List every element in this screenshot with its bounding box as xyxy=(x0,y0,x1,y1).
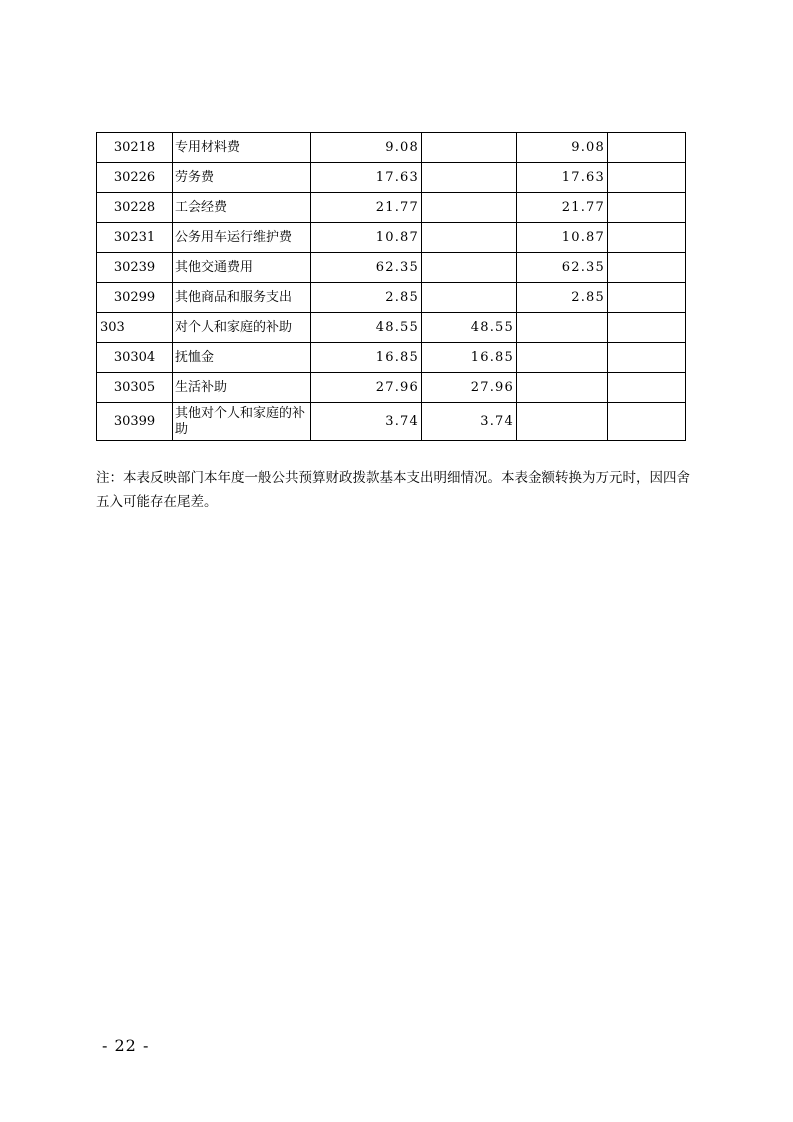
cell-code: 30304 xyxy=(97,343,173,373)
cell-last xyxy=(608,253,686,283)
cell-public: 17.63 xyxy=(517,163,608,193)
cell-personnel: 3.74 xyxy=(422,403,517,441)
cell-name: 生活补助 xyxy=(173,373,311,403)
table-row xyxy=(97,343,686,373)
cell-last xyxy=(608,373,686,403)
cell-total: 62.35 xyxy=(311,253,422,283)
cell-code: 30228 xyxy=(97,193,173,223)
cell-public xyxy=(517,343,608,373)
cell-total: 27.96 xyxy=(311,373,422,403)
table-row xyxy=(97,193,686,223)
cell-public: 62.35 xyxy=(517,253,608,283)
cell-public xyxy=(517,403,608,441)
cell-total: 21.77 xyxy=(311,193,422,223)
cell-personnel xyxy=(422,133,517,163)
cell-code: 30226 xyxy=(97,163,173,193)
budget-detail-table xyxy=(96,132,686,441)
cell-last xyxy=(608,133,686,163)
table-row xyxy=(97,373,686,403)
cell-code: 30299 xyxy=(97,283,173,313)
cell-total: 17.63 xyxy=(311,163,422,193)
cell-total: 16.85 xyxy=(311,343,422,373)
cell-name: 其他交通费用 xyxy=(173,253,311,283)
cell-personnel: 16.85 xyxy=(422,343,517,373)
cell-personnel xyxy=(422,193,517,223)
cell-last xyxy=(608,403,686,441)
cell-name: 抚恤金 xyxy=(173,343,311,373)
cell-public: 10.87 xyxy=(517,223,608,253)
cell-last xyxy=(608,223,686,253)
cell-last xyxy=(608,343,686,373)
cell-public xyxy=(517,313,608,343)
cell-personnel xyxy=(422,253,517,283)
cell-name: 专用材料费 xyxy=(173,133,311,163)
cell-total: 9.08 xyxy=(311,133,422,163)
cell-last xyxy=(608,313,686,343)
cell-code: 303 xyxy=(97,313,173,343)
table-footnote: 注：本表反映部门本年度一般公共预算财政拨款基本支出明细情况。本表金额转换为万元时，因四舍五入可能存在尾差。 xyxy=(96,470,690,510)
table-row xyxy=(97,283,686,313)
cell-total: 2.85 xyxy=(311,283,422,313)
cell-code: 30399 xyxy=(97,403,173,441)
table-row xyxy=(97,403,686,441)
cell-code: 30239 xyxy=(97,253,173,283)
cell-last xyxy=(608,283,686,313)
cell-last xyxy=(608,193,686,223)
table-row xyxy=(97,223,686,253)
table-row xyxy=(97,133,686,163)
cell-public: 21.77 xyxy=(517,193,608,223)
cell-personnel: 27.96 xyxy=(422,373,517,403)
cell-personnel: 48.55 xyxy=(422,313,517,343)
table-row xyxy=(97,313,686,343)
cell-code: 30305 xyxy=(97,373,173,403)
cell-name: 其他商品和服务支出 xyxy=(173,283,311,313)
cell-name: 工会经费 xyxy=(173,193,311,223)
cell-code: 30231 xyxy=(97,223,173,253)
table-row xyxy=(97,253,686,283)
cell-total: 48.55 xyxy=(311,313,422,343)
cell-personnel xyxy=(422,223,517,253)
cell-public: 2.85 xyxy=(517,283,608,313)
cell-public xyxy=(517,373,608,403)
cell-public: 9.08 xyxy=(517,133,608,163)
cell-name: 劳务费 xyxy=(173,163,311,193)
cell-code: 30218 xyxy=(97,133,173,163)
cell-personnel xyxy=(422,283,517,313)
cell-name: 其他对个人和家庭的补助 xyxy=(173,403,311,441)
table-row xyxy=(97,163,686,193)
cell-last xyxy=(608,163,686,193)
page-number: - 22 - xyxy=(102,1036,150,1055)
cell-name: 对个人和家庭的补助 xyxy=(173,313,311,343)
cell-name: 公务用车运行维护费 xyxy=(173,223,311,253)
cell-total: 10.87 xyxy=(311,223,422,253)
cell-total: 3.74 xyxy=(311,403,422,441)
cell-personnel xyxy=(422,163,517,193)
